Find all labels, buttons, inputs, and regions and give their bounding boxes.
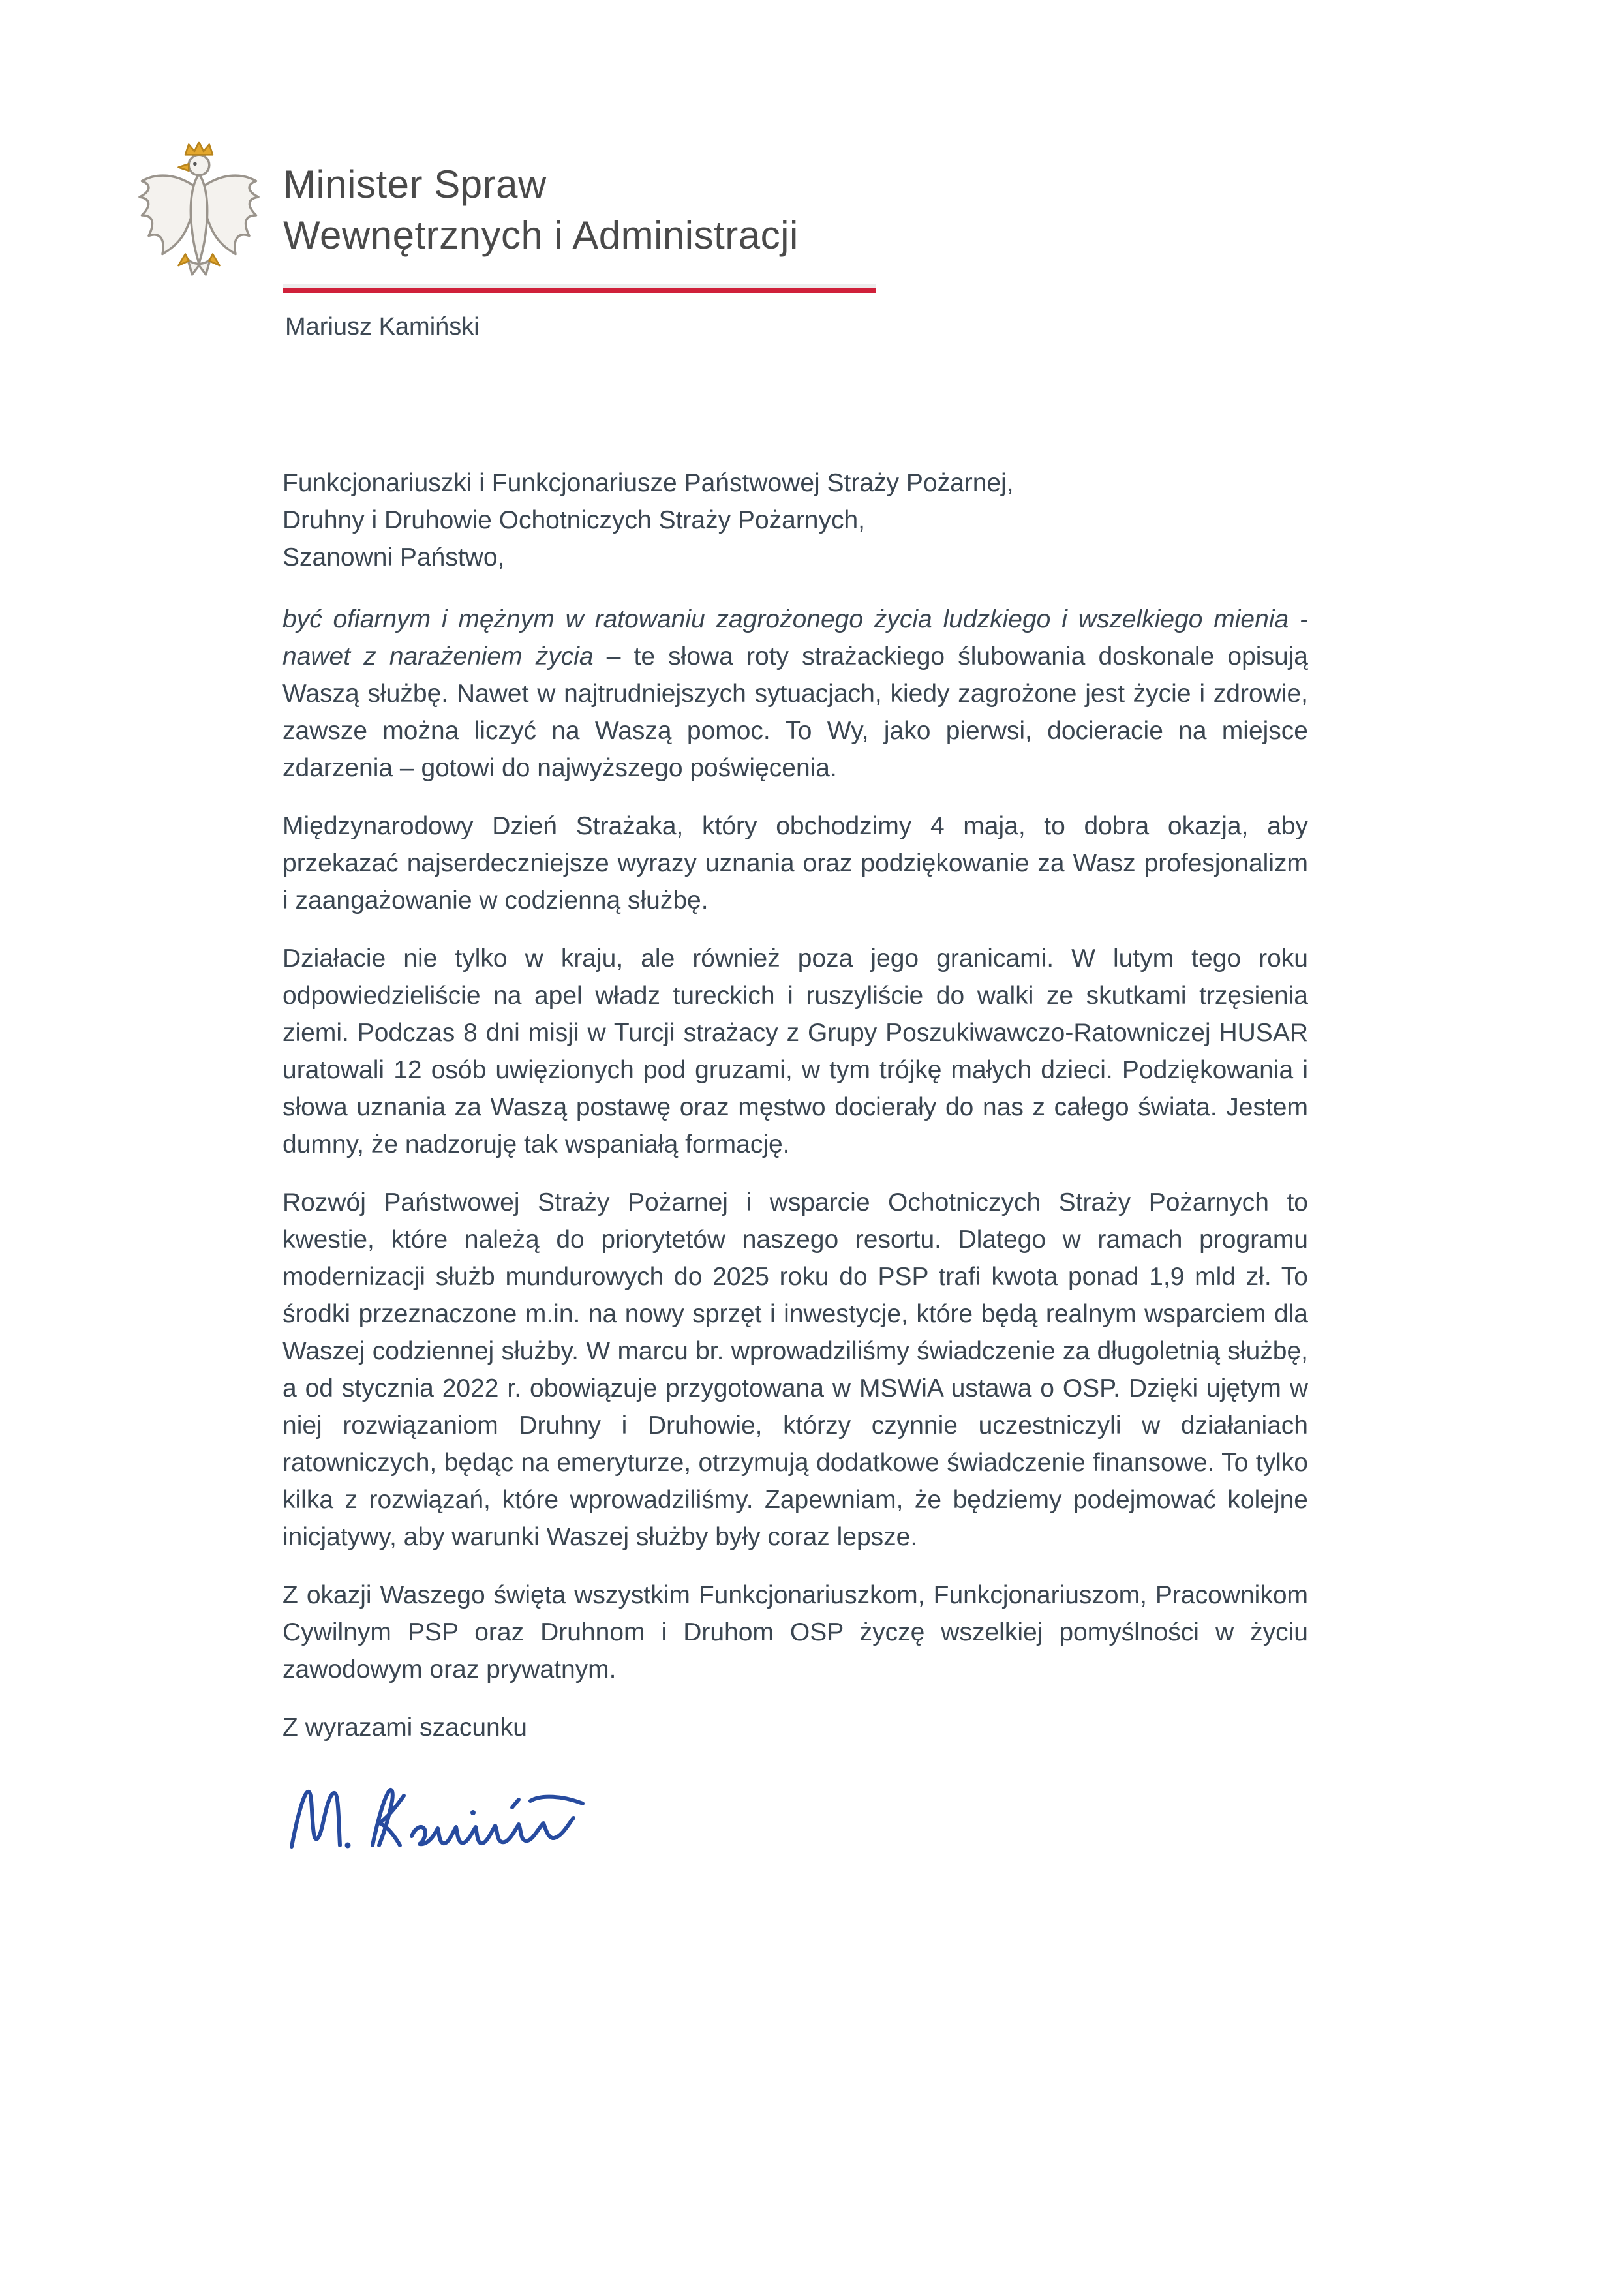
letter-body <box>282 464 1308 1864</box>
salutation <box>282 464 1308 576</box>
ministry-title-line1: Minister Spraw <box>283 162 547 206</box>
salutation-line-1: Funkcjonariuszki i Funkcjonariusze Państwowej Straży Pożarnej, <box>282 469 1014 497</box>
paragraph-modernization: Rozwój Państwowej Straży Pożarnej i wsparcie Ochotniczych Straży Pożarnych to kwestie, które należą do priorytetów naszego resortu. Dlatego w ramach programu modernizacji służb mundurowych do 2025 roku do PSP trafi kwota ponad 1,9 mld zł. To środki przeznaczone m.in. na nowy sprzęt i inwestycje, które będą realnym wsparciem dla Waszej codziennej służby. W marcu br. wprowadziliśmy świadczenie za długoletnią służbę, a od stycznia 2022 r. obowiązuje przygotowana w MSWiA ustawa o OSP. Dzięki ujętym w niej rozwiązaniom Druhny i Druhowie, którzy czynnie uczestniczyli w działaniach ratowniczych, będąc na emeryturze, otrzymują dodatkowe świadczenie finansowe. To tylko kilka z rozwiązań, które wprowadziliśmy. Zapewniam, że będziemy podejmować kolejne inicjatywy, aby warunki Waszej służby były coraz lepsze. <box>282 1188 1308 1551</box>
opening-continuation: – te słowa roty strażackiego ślubowania doskonale opisują Waszą służbę. Nawet w najtrudniejszych sytuacjach, kiedy zagrożone jest życie i zdrowie, zawsze można liczyć na Waszą pomoc. To Wy, jako pierwsi, docieracie na miejsce zdarzenia – gotowi do najwyższego poświęcenia. <box>282 642 1308 782</box>
oath-quote: być ofiarnym i mężnym w ratowaniu zagrożonego życia ludzkiego i wszelkiego mienia - nawet z narażeniem życia <box>282 605 1308 671</box>
paragraph-wishes: Z okazji Waszego święta wszystkim Funkcjonariuszkom, Funkcjonariuszom, Pracownikom Cywilnym PSP oraz Druhnom i Druhom OSP życzę wszelkiej pomyślności w życiu zawodowym oraz prywatnym. <box>282 1581 1308 1684</box>
ministry-title-line2: Wewnętrznych i Administracji <box>283 213 799 257</box>
closing-line: Z wyrazami szacunku <box>282 1714 527 1742</box>
handwritten-signature <box>282 1776 622 1864</box>
ministry-title <box>283 159 799 261</box>
paragraph-opening <box>282 601 1308 787</box>
flag-divider <box>283 284 876 293</box>
polish-eagle-emblem <box>130 138 267 301</box>
paragraph-turkey-mission: Działacie nie tylko w kraju, ale również poza jego granicami. W lutym tego roku odpowiedzieliście na apel władz tureckich i ruszyliście do walki ze skutkami trzęsienia ziemi. Podczas 8 dni misji w Turcji strażacy z Grupy Poszukiwawczo-Ratowniczej HUSAR uratowali 12 osób uwięzionych pod gruzami, w tym trójkę małych dzieci. Podziękowania i słowa uznania za Waszą postawę oraz męstwo docierały do nas z całego świata. Jestem dumny, że nadzoruję tak wspaniałą formację. <box>282 944 1308 1158</box>
paragraph-firefighters-day: Międzynarodowy Dzień Strażaka, który obchodzimy 4 maja, to dobra okazja, aby przekazać najserdeczniejsze wyrazy uznania oraz podziękowanie za Wasz profesjonalizm i zaangażowanie w codzienną służbę. <box>282 812 1308 914</box>
salutation-line-3: Szanowni Państwo, <box>282 543 505 571</box>
minister-name: Mariusz Kamiński <box>285 313 480 340</box>
salutation-line-2: Druhny i Druhowie Ochotniczych Straży Pożarnych, <box>282 506 866 534</box>
